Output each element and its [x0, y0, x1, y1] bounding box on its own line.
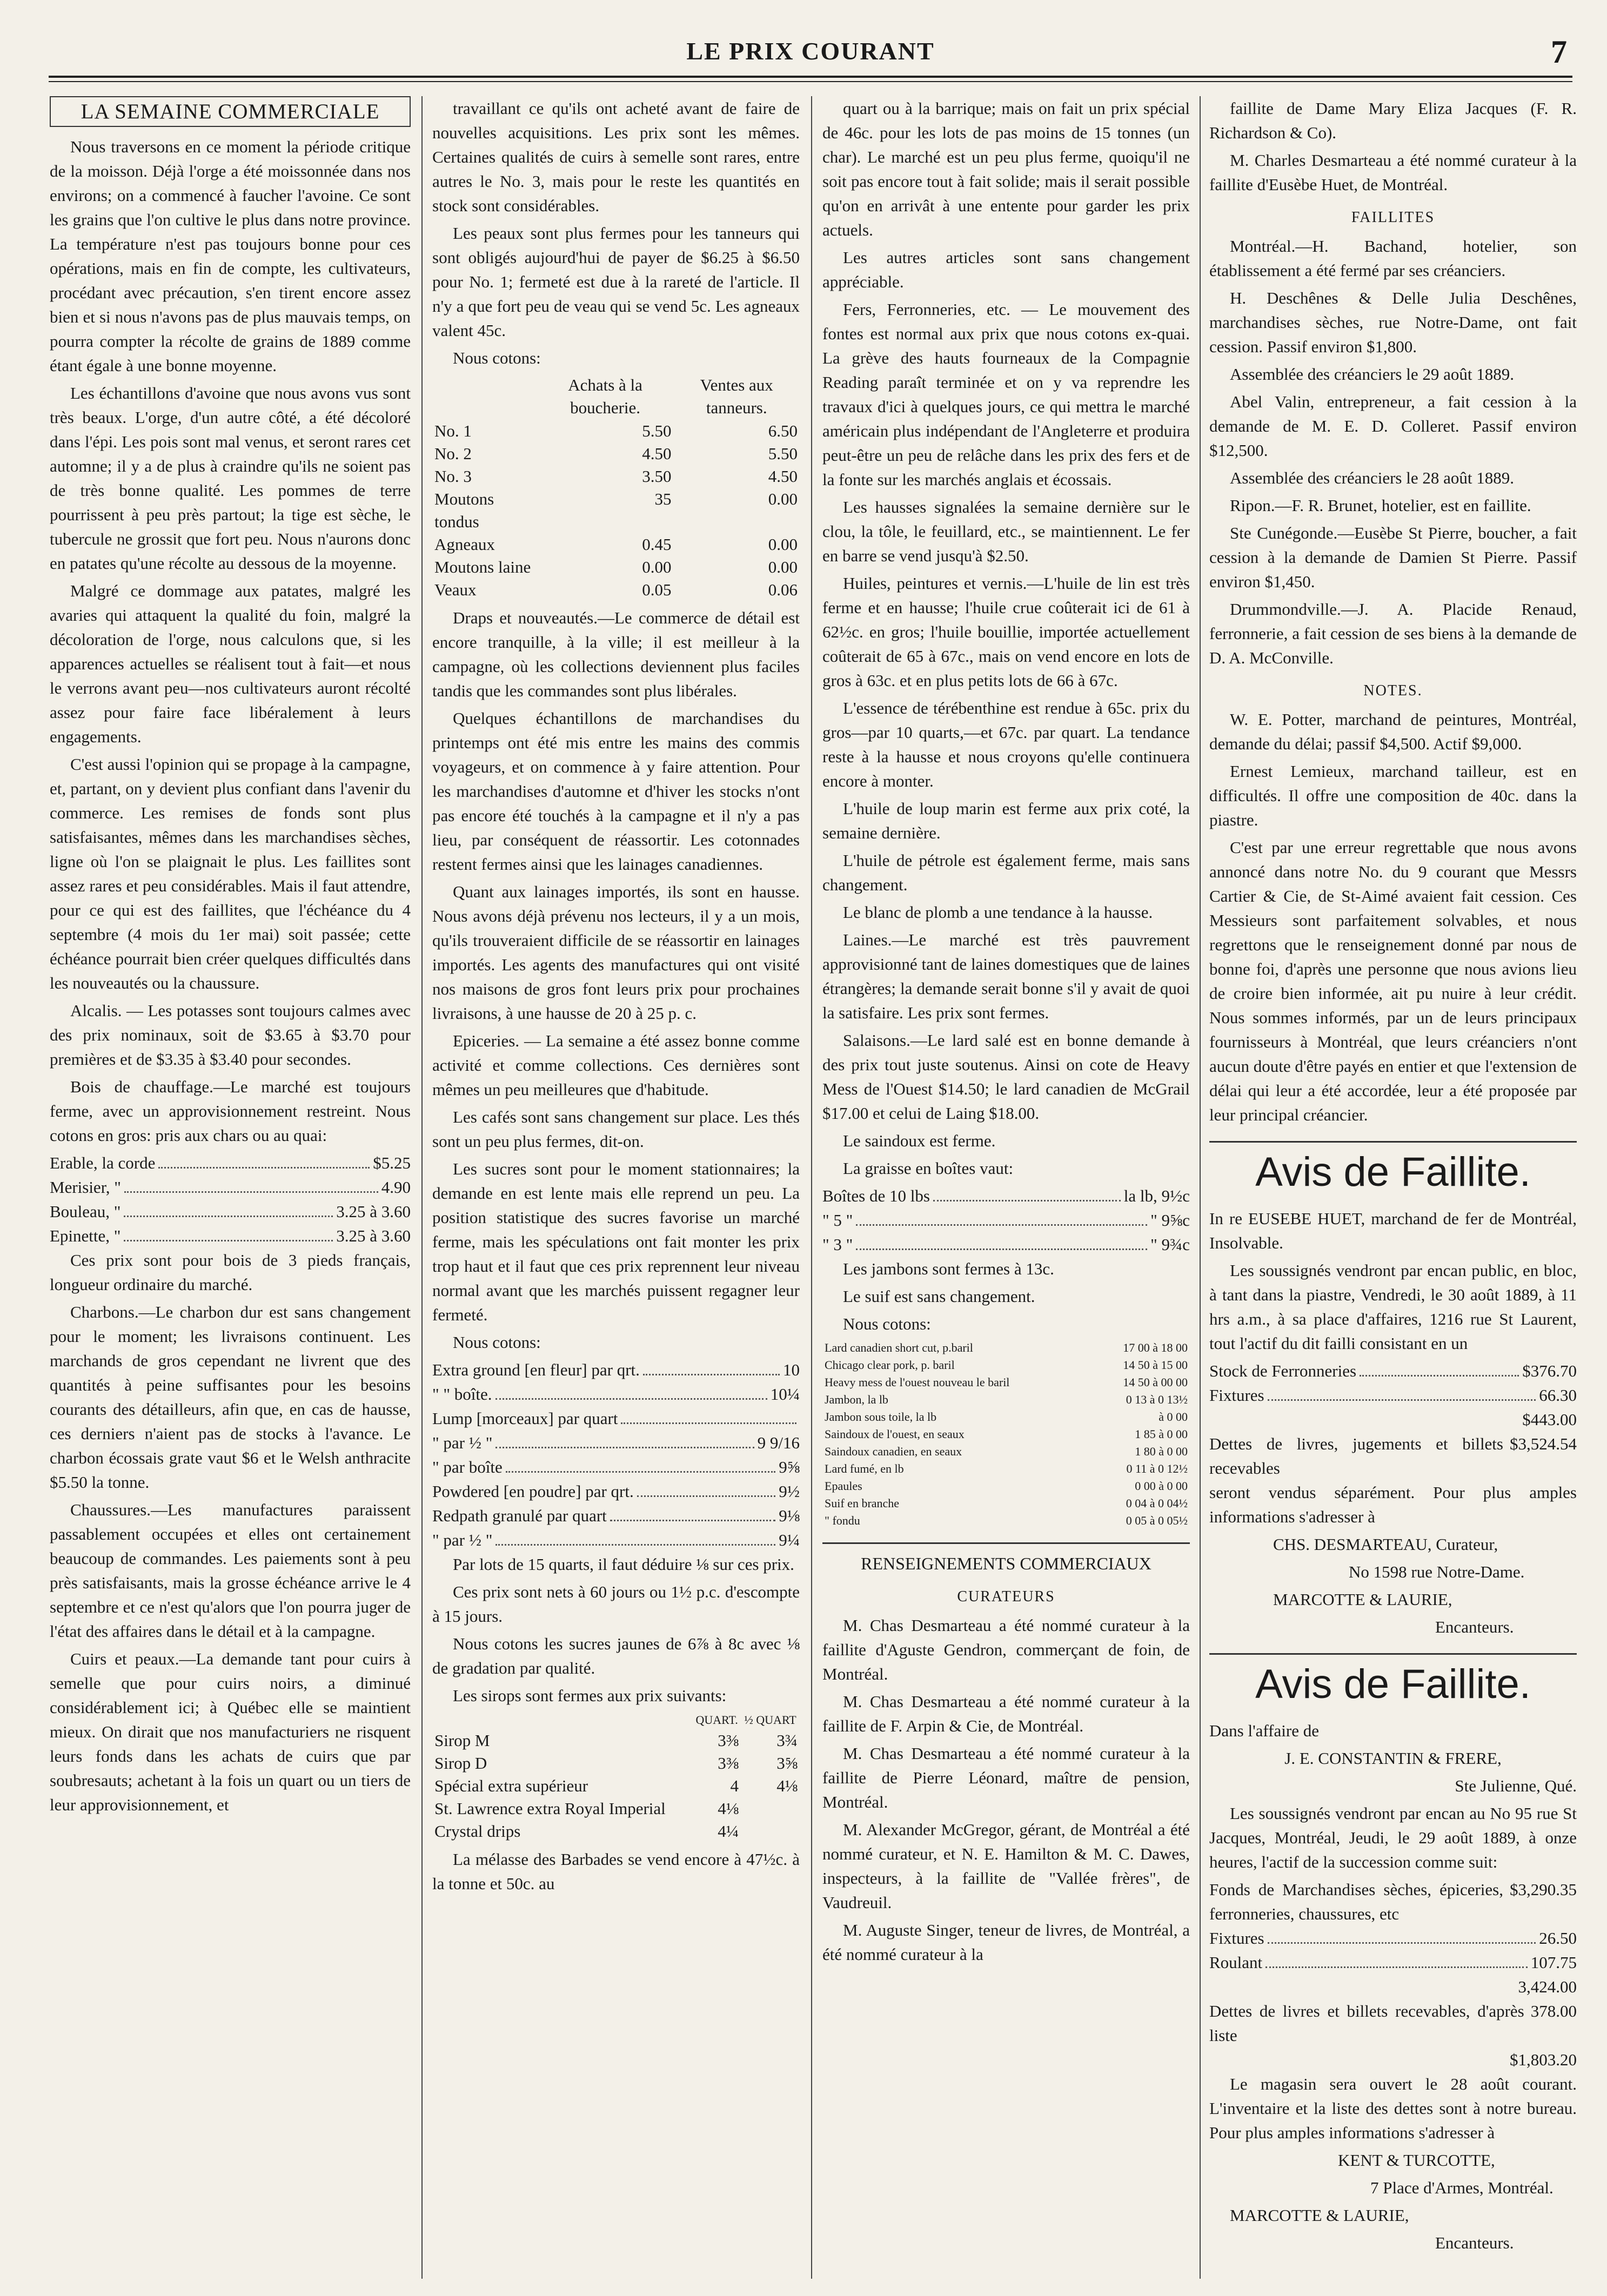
syrup-col2-header: ½ QUART: [744, 1713, 796, 1727]
pork-row-price: 17 00 à 18 00: [1123, 1341, 1188, 1354]
lard-price: [822, 1184, 1190, 1208]
paragraph: Draps et nouveautés.—Le commerce de détail est encore tranquille, à la ville; il est meilleur à la campagne, où les collections deviennent plus faciles tandis que les commandes sont plus libérales.: [432, 608, 800, 700]
avis-2-total: $1,803.20: [1510, 2050, 1577, 2069]
column-divider-2: [811, 96, 812, 2279]
pork-row: [822, 1443, 1190, 1460]
avis-1-item-price: 66.30: [1539, 1386, 1577, 1405]
col2-paragraphs: [432, 96, 800, 370]
avis-2-intro-2: J. E. CONSTANTIN & FRERE,: [1284, 1749, 1502, 1768]
syrup-row-a: 4⅛: [718, 1799, 739, 1818]
paragraph: Les hausses signalées la semaine dernière sur le clou, la tôle, le feuillard, etc., se maintiennent. Le fer en barre se vend jusqu'à $2.50.: [822, 498, 1190, 565]
hide-row-a: 0.45: [642, 535, 672, 554]
newspaper-title: LE PRIX COURANT: [686, 37, 935, 65]
paragraph: Le blanc de plomb a une tendance à la hausse.: [843, 903, 1153, 922]
sugar-price-price: 9¼: [779, 1530, 800, 1549]
hide-row: [432, 533, 800, 556]
hide-row-name: No. 3: [434, 467, 472, 486]
hide-row-b: 5.50: [768, 444, 798, 463]
wood-price-label: Merisier, ": [50, 1178, 121, 1197]
lard-price: [822, 1208, 1190, 1232]
col1-paragraphs: [50, 135, 411, 1147]
avis-faillite-1: [1209, 1141, 1577, 1639]
avis-2-body: Les soussignés vendront par encan au No 95 rue St Jacques, Montréal, Jeudi, le 29 août 1889, à onze heures, l'actif de la succession comme suit:: [1209, 1804, 1577, 1871]
paragraph: Les jambons sont fermes à 13c.: [843, 1259, 1054, 1278]
pork-row-name: Chicago clear pork, p. baril: [825, 1358, 955, 1372]
pork-table: [822, 1339, 1190, 1529]
pork-row-name: Lard canadien short cut, p.baril: [825, 1341, 973, 1354]
syrup-row-name: Sirop M: [434, 1731, 490, 1750]
avis-2-tail: Le magasin sera ouvert le 28 août courant. L'inventaire et la liste des dettes sont à notre bureau. Pour plus amples informations s'adresser à: [1209, 2075, 1577, 2142]
paragraph: Les sucres sont pour le moment stationnaires; la demande en est lente mais elle reprend un peu. La position statistique des sucres favorise un marché ferme, mais les spéculations ont fait monter les prix trop haut et il faut que ces prix reprennent leur niveau normal avant que les marchés puissent regagner leur fermeté.: [432, 1159, 800, 1324]
faillites-list: [1209, 234, 1577, 670]
hide-row: [432, 579, 800, 601]
paragraph: Fers, Ferronneries, etc. — Le mouvement des fontes est normal aux prix que nous cotons ex-quai. La grève des hauts fourneaux de la Compagnie Reading paraît terminée et on y va reprendre les travaux d'ici à quelques jours, ce qui mettra le marché américain plus indépendant de l'Angleterre et produira peut-être un peu de relâche dans les prix des fers et de la fonte sur les marchés anglais et écossais.: [822, 300, 1190, 489]
avis-2-sig-2: 7 Place d'Armes, Montréal.: [1370, 2178, 1554, 2197]
syrup-row-b: 4⅛: [776, 1776, 798, 1795]
faillite-notice: Ripon.—F. R. Brunet, hotelier, est en faillite.: [1230, 496, 1531, 515]
sugar-price-label: Powdered [en poudre] par qrt.: [432, 1482, 634, 1501]
avis-2-debts-amount: 378.00: [1530, 2002, 1577, 2020]
wood-price-label: Erable, la corde: [50, 1153, 156, 1172]
pork-row-price: 1 80 à 0 00: [1135, 1445, 1188, 1458]
paragraph: Bois de chauffage.—Le marché est toujours ferme, avec un approvisionnement restreint. Nous cotons en gros: pris aux chars ou au quai:: [50, 1077, 411, 1145]
sugar-price-price: 10¼: [770, 1385, 800, 1404]
avis-1-item: [1209, 1383, 1577, 1407]
pork-row-price: 1 85 à 0 00: [1135, 1427, 1188, 1441]
paragraph: Epiceries. — La semaine a été assez bonne comme activité et comme collections. Ces dernières sont mêmes un peu meilleures que d'habitude.: [432, 1031, 800, 1099]
note: Ernest Lemieux, marchand tailleur, est en difficultés. Il offre une composition de 40c. dans la piastre.: [1209, 762, 1577, 829]
pork-row: [822, 1391, 1190, 1408]
wood-price-price: $5.25: [373, 1153, 411, 1172]
syrup-row-b: [741, 1797, 800, 1820]
avis-2-item: [1209, 1926, 1577, 1950]
avis-2-intro-1: Dans l'affaire de: [1209, 1721, 1319, 1740]
pork-row-name: Epaules: [825, 1479, 862, 1493]
col3-paragraphs: [822, 96, 1190, 1180]
syrup-row-b: 3⅝: [776, 1754, 798, 1773]
pork-row-name: Lard fumé, en lb: [825, 1462, 904, 1475]
pork-row-price: 0 11 à 0 12½: [1126, 1462, 1188, 1475]
curateur-notice: M. Auguste Singer, teneur de livres, de Montréal, a été nommé curateur à la: [822, 1921, 1190, 1964]
avis-2-title: Avis de Faillite.: [1209, 1653, 1577, 1709]
sugar-price: [432, 1382, 800, 1406]
pork-row-name: Heavy mess de l'ouest nouveau le baril: [825, 1375, 1010, 1389]
sugar-price: [432, 1479, 800, 1503]
page-number: 7: [1551, 34, 1567, 70]
paragraph: Huiles, peintures et vernis.—L'huile de lin est très ferme et en hausse; l'huile crue coûterait ici de 61 à 62½c. en gros; l'huile bouillie, importée actuellement coûterait de 65 à 67c., mais on vend encore en lots de gros à 63c. et en plus petits lots de 66 à 67c.: [822, 574, 1190, 690]
avis-1-item-label: Fixtures: [1209, 1386, 1264, 1405]
pork-row-name: Jambon, la lb: [825, 1393, 888, 1406]
sugar-price-label: Redpath granulé par quart: [432, 1506, 607, 1525]
pork-row-name: Suif en branche: [825, 1496, 900, 1510]
hide-row-a: 4.50: [642, 444, 672, 463]
header-rule: [49, 76, 1572, 78]
hide-row-b: 0.00: [768, 489, 798, 508]
avis-1-debts-amount: $3,524.54: [1510, 1434, 1577, 1453]
curateurs-title: CURATEURS: [957, 1588, 1055, 1605]
col2-paragraphs-2: [432, 606, 800, 1354]
avis-2-item: [1209, 1877, 1577, 1926]
paragraph: Les échantillons d'avoine que nous avons vus sont très beaux. L'orge, d'un autre côté, a été décoloré dans l'épi. Les pois sont mal venus, et seront rares cet automne; il y a de plus à craindre qu'ils ne soient pas de très bonne qualité. Les pommes de terre pourrissent à peu près partout; la tige est sèche, le tubercule ne grossit que fort peu. Nous n'aurons donc en patates qu'une récolte au dessous de la moyenne.: [50, 384, 411, 573]
column-3: [822, 96, 1190, 2279]
paragraph: Nous traversons en ce moment la période critique de la moisson. Déjà l'orge a été moissonnée dans nos environs; on a commencé à faucher l'avoine. Ce sont les grains que l'on cultive le plus dans notre province. La température n'est pas toujours bonne pour ces opérations, mais en fin de compte, les cultivateurs, procédant avec précaution, s'en tirent encore assez bien et si nous n'avons pas de plus mauvais temps, on pourra compter la récolte de grains de 1889 comme étant égale à une bonne moyenne.: [50, 137, 411, 375]
curateurs-list: [822, 1613, 1190, 1966]
sugar-price: [432, 1406, 800, 1431]
syrup-row: [432, 1797, 800, 1820]
pork-row-name: Saindoux de l'ouest, en seaux: [825, 1427, 965, 1441]
wood-price-price: 3.25 à 3.60: [336, 1226, 411, 1245]
avis-1-item-price: $376.70: [1522, 1361, 1577, 1380]
wood-price: [50, 1151, 411, 1175]
paragraph: Quelques échantillons de marchandises du printemps ont été mis entre les mains des commis voyageurs, et on commence à y faire attention. Pour les marchandises d'automne et d'hiver les stocks n'ont pas encore été touchés à la campagne et il n'y a pas lieu, par conséquent de réassortir. Les cotonnades restent fermes ainsi que les lainages canadiennes.: [432, 709, 800, 874]
paragraph: L'essence de térébenthine est rendue à 65c. prix du gros—par 10 quarts,—et 67c. par quart. La tendance reste à la hausse et nous croyons qu'elle continuera encore à monter.: [822, 699, 1190, 790]
wood-price-label: Epinette, ": [50, 1226, 121, 1245]
hide-row-b: 0.00: [768, 558, 798, 576]
hide-row: [432, 556, 800, 579]
sugar-price-list: [432, 1358, 800, 1552]
sugar-price-price: 9⅛: [779, 1506, 800, 1525]
pork-row: [822, 1460, 1190, 1478]
notes-title: NOTES.: [1363, 682, 1423, 699]
hide-row-b: 0.00: [768, 535, 798, 554]
lard-price-label: " 5 ": [822, 1211, 853, 1230]
curateur-notice: M. Chas Desmarteau a été nommé curateur à la faillite de F. Arpin & Cie, de Montréal.: [822, 1692, 1190, 1735]
avis-2-item-price: $3,290.35: [1510, 1880, 1577, 1899]
lard-price-label: " 3 ": [822, 1235, 853, 1254]
avis-1-items: [1209, 1359, 1577, 1407]
paragraph: Nous cotons:: [453, 1333, 541, 1352]
col4-paragraphs: [1209, 96, 1577, 197]
syrup-row-b: 3¾: [776, 1731, 798, 1750]
sugar-price-label: Extra ground [en fleur] par qrt.: [432, 1360, 640, 1379]
hide-row-name: Moutons tondus: [434, 489, 494, 531]
avis-1-sig-1: CHS. DESMARTEAU, Curateur,: [1273, 1535, 1498, 1554]
column-4: [1209, 96, 1577, 2279]
wood-price: [50, 1224, 411, 1248]
col2-paragraphs-3: [432, 1552, 800, 1708]
syrup-row-name: Spécial extra supérieur: [434, 1776, 588, 1795]
pork-row: [822, 1478, 1190, 1495]
paragraph: L'huile de loup marin est ferme aux prix coté, la semaine dernière.: [822, 799, 1190, 842]
hide-row-a: 0.05: [642, 580, 672, 599]
paragraph: La graisse en boîtes vaut:: [843, 1159, 1014, 1178]
section-title-semaine: LA SEMAINE COMMERCIALE: [50, 96, 411, 127]
avis-2-subtotal: 3,424.00: [1518, 1977, 1577, 1996]
avis-1-item-label: Stock de Ferronneries: [1209, 1361, 1357, 1380]
pork-row-price: 0 05 à 0 05½: [1126, 1514, 1188, 1527]
avis-1-tail: seront vendus séparément. Pour plus amples informations s'adresser à: [1209, 1483, 1577, 1526]
note: C'est par une erreur regrettable que nous avons annoncé dans notre No. du 9 courant que Messrs Cartier & Cie, de St-Aimé avaient fait cession. Ces Messieurs sont parfaitement solvables, et nous regrettons que le renseignement donné par nous de bonne foi, d'après une personne que nous avions lieu de croire bien informée, ait pu nuire à leur crédit. Nous sommes informés, par un de leurs principaux fournisseurs à Montréal, que leurs créanciers n'ont aucun doute d'être payés en entier et que l'extension de délai qui leur a été accordée, leur a été proposée par leur principal créancier.: [1209, 838, 1577, 1124]
avis-1-total: $443.00: [1522, 1410, 1577, 1429]
wood-price-price: 4.90: [381, 1178, 411, 1197]
sugar-price: [432, 1358, 800, 1382]
paragraph: Malgré ce dommage aux patates, malgré les avaries qui attaquent la qualité du foin, malgré la décoloration de l'orge, nous calculons que, si les apparences actuelles se réalisent tout à fait—et nous le verrons avant peu—nos cultivateurs auront récolté assez pour faire face libéralement à leurs engagements.: [50, 581, 411, 746]
renseignements-title: RENSEIGNEMENTS COMMERCIAUX: [822, 1542, 1190, 1576]
paragraph: travaillant ce qu'ils ont acheté avant de faire de nouvelles acquisitions. Les prix sont les mêmes. Certaines qualités de cuirs à semelle sont rares, entre autres le No. 3, mais pour le reste les quantités en stock sont considérables.: [432, 99, 800, 215]
hide-row: [432, 442, 800, 465]
sugar-price-price: 9½: [779, 1482, 800, 1501]
pork-row-price: 0 00 à 0 00: [1135, 1479, 1188, 1493]
paragraph: L'huile de pétrole est également ferme, mais sans changement.: [822, 851, 1190, 894]
paragraph: Nous cotons:: [453, 348, 541, 367]
avis-1-intro: In re EUSEBE HUET, marchand de fer de Montréal, Insolvable.: [1209, 1209, 1577, 1252]
avis-faillite-2: [1209, 1653, 1577, 2255]
avis-2-items: [1209, 1877, 1577, 1975]
pork-row-name: Saindoux canadien, en seaux: [825, 1445, 962, 1458]
pork-row: [822, 1408, 1190, 1426]
avis-1-debts: [1209, 1432, 1577, 1480]
pork-row: [822, 1339, 1190, 1357]
sugar-price: [432, 1431, 800, 1455]
lard-price-list: [822, 1184, 1190, 1257]
pork-row-price: à 0 00: [1159, 1410, 1188, 1424]
avis-1-sig-2: No 1598 rue Notre-Dame.: [1349, 1562, 1525, 1581]
hide-row-b: 0.06: [768, 580, 798, 599]
hides-col2-header: Ventes aux tanneurs.: [700, 375, 773, 417]
syrup-row-a: 3⅜: [718, 1754, 739, 1773]
avis-1-body: Les soussignés vendront par encan public, en bloc, à tant dans la piastre, Vendredi, le 30 août 1889, à 11 hrs a.m., à sa place d'affaires, 1216 rue St Laurent, tout l'actif du dit failli consistant en un: [1209, 1261, 1577, 1353]
faillite-notice: Ste Cunégonde.—Eusèbe St Pierre, boucher, a fait cession à la demande de Damien St Pierre. Passif environ $1,450.: [1209, 523, 1577, 591]
paragraph: Par lots de 15 quarts, il faut déduire ⅛ sur ces prix.: [453, 1555, 794, 1574]
paragraph: Quant aux lainages importés, ils sont en hausse. Nous avons déjà prévenu nos lecteurs, il y a un mois, qu'ils trouveraient difficile de se réassortir en lainages importés. Les agents des manufactures qui ont visité nos maisons de gros font leurs prix pour prochaines livraisons, à une hausse de 20 à 25 p. c.: [432, 882, 800, 1023]
pork-row: [822, 1426, 1190, 1443]
faillite-notice: Abel Valin, entrepreneur, a fait cession à la demande de M. E. D. Colleret. Passif environ $12,500.: [1209, 392, 1577, 460]
avis-2-item-label: Roulant: [1209, 1953, 1263, 1972]
avis-1-sig-3: MARCOTTE & LAURIE,: [1273, 1590, 1452, 1609]
avis-1-sig-4: Encanteurs.: [1435, 1617, 1514, 1636]
pork-row-name: Jambon sous toile, la lb: [825, 1410, 937, 1424]
hides-table: [432, 373, 800, 601]
faillite-notice: Assemblée des créanciers le 29 août 1889.: [1230, 365, 1514, 384]
sugar-price-label: " par ½ ": [432, 1530, 493, 1549]
pork-row-price: 14 50 à 15 00: [1123, 1358, 1188, 1372]
col3-paragraphs-2: [822, 1257, 1190, 1336]
faillites-title: FAILLITES: [1351, 209, 1435, 226]
paragraph: Laines.—Le marché est très pauvrement approvisionné tant de laines domestiques que de laines étrangères; la demande serait bonne s'il y avait de quoi la satisfaire. Les prix sont fermes.: [822, 930, 1190, 1022]
hide-row-b: 4.50: [768, 467, 798, 486]
lard-price-price: " 9¾c: [1150, 1235, 1190, 1254]
sugar-price-price: 9⅝: [779, 1458, 800, 1476]
avis-2-sig-1: KENT & TURCOTTE,: [1338, 2151, 1495, 2170]
curateur-notice: M. Chas Desmarteau a été nommé curateur à la faillite de Pierre Léonard, maître de pension, Montréal.: [822, 1744, 1190, 1811]
paragraph: Les sirops sont fermes aux prix suivants:: [453, 1686, 727, 1705]
pork-row-name: " fondu: [825, 1514, 860, 1527]
column-divider-1: [421, 96, 423, 2279]
pork-row: [822, 1512, 1190, 1529]
paragraph: Le saindoux est ferme.: [843, 1131, 996, 1150]
paragraph: Les autres articles sont sans changement appréciable.: [822, 248, 1190, 291]
hide-row-name: Veaux: [434, 580, 477, 599]
wood-price-list: [50, 1151, 411, 1248]
faillite-notice: Drummondville.—J. A. Placide Renaud, ferronnerie, a fait cession de ses biens à la demande de D. A. McConville.: [1209, 600, 1577, 667]
curateur-notice: M. Alexander McGregor, gérant, de Montréal a été nommé curateur, et N. E. Hamilton & M. C. Dawes, inspecteurs, à la faillite de "Vallée frères", de Vaudreuil.: [822, 1820, 1190, 1912]
hide-row-a: 35: [654, 489, 672, 508]
hide-row-a: 5.50: [642, 421, 672, 440]
wood-price: [50, 1199, 411, 1224]
syrup-row-name: Sirop D: [434, 1754, 487, 1773]
paragraph: Charbons.—Le charbon dur est sans changement pour le moment; les livraisons continuent. Les marchands de gros cependant ne livrent que des quantités à peine suffisantes pour les besoins courants des détailleurs, afin que, en cas de hausse, ces derniers n'aient pas de stocks à l'avance. Le charbon écossais grate vaut $6 et le Welsh anthracite $5.50 la tonne.: [50, 1303, 411, 1492]
syrup-row: [432, 1775, 800, 1797]
wood-price: [50, 1175, 411, 1199]
sugar-price-label: " par boîte: [432, 1458, 503, 1476]
hide-row-b: 6.50: [768, 421, 798, 440]
avis-2-item-label: Fonds de Marchandises sèches, épiceries, ferronneries, chaussures, etc: [1209, 1880, 1503, 1923]
sugar-price-price: 10: [783, 1360, 800, 1379]
paragraph: La mélasse des Barbades se vend encore à 47½c. à la tonne et 50c. au: [432, 1850, 800, 1893]
paragraph: Nous cotons:: [843, 1314, 931, 1333]
paragraph: Chaussures.—Les manufactures paraissent passablement occupées et elles ont certainement beaucoup de commandes. Les paiements sont à peu près satisfaisants, mais la grosse échéance arrive le 4 septembre et ce n'est qu'alors que l'on pourra juger de l'état des affaires dans le détail et à la campagne.: [50, 1500, 411, 1641]
paragraph: Alcalis. — Les potasses sont toujours calmes avec des prix nominaux, soit de $3.65 à $3.70 pour premières et de $3.35 à $3.40 pour secondes.: [50, 1001, 411, 1069]
column-2: [432, 96, 800, 2279]
syrup-row: [432, 1729, 800, 1752]
pork-row: [822, 1357, 1190, 1374]
lard-price-price: " 9⅝c: [1150, 1211, 1190, 1230]
pork-row: [822, 1374, 1190, 1391]
faillite-notice: H. Deschênes & Delle Julia Deschênes, marchandises sèches, rue Notre-Dame, ont fait cession. Passif environ $1,800.: [1209, 288, 1577, 356]
avis-2-debts: [1209, 1999, 1577, 2047]
pork-row-price: 0 04 à 0 04½: [1126, 1496, 1188, 1510]
hide-row-name: No. 1: [434, 421, 472, 440]
lard-price: [822, 1232, 1190, 1257]
lard-price-label: Boîtes de 10 lbs: [822, 1186, 930, 1205]
sugar-price: [432, 1528, 800, 1552]
column-divider-3: [1200, 96, 1201, 2279]
faillite-notice: Assemblée des créanciers le 28 août 1889.: [1230, 468, 1514, 487]
faillite-notice: Montréal.—H. Bachand, hotelier, son établissement a été fermé par ses créanciers.: [1209, 237, 1577, 280]
header-rule-thin: [49, 81, 1572, 82]
col2-paragraphs-4: [432, 1847, 800, 1896]
hide-row-name: Moutons laine: [434, 558, 531, 576]
avis-2-item-price: 107.75: [1530, 1953, 1577, 1972]
avis-1-title: Avis de Faillite.: [1209, 1141, 1577, 1197]
page-header: [49, 33, 1572, 72]
sugar-price: [432, 1455, 800, 1479]
paragraph: Le suif est sans changement.: [843, 1287, 1035, 1306]
syrup-row-a: 3⅜: [718, 1731, 739, 1750]
paragraph: Salaisons.—Le lard salé est en bonne demande à des prix tout juste soutenus. Ainsi on cote de Heavy Mess de l'Ouest $14.50; le lard canadien de McGrail $17.00 et celui de Laing $18.00.: [822, 1031, 1190, 1123]
notes-list: [1209, 707, 1577, 1127]
note: W. E. Potter, marchand de peintures, Montréal, demande du délai; passif $4,500. Actif $9,000.: [1209, 710, 1577, 753]
avis-2-sig-4: Encanteurs.: [1435, 2233, 1514, 2252]
paragraph: Ces prix sont nets à 60 jours ou 1½ p.c. d'escompte à 15 jours.: [432, 1582, 800, 1626]
avis-2-item: [1209, 1950, 1577, 1975]
hide-row: [432, 420, 800, 442]
lard-price-price: la lb, 9½c: [1123, 1186, 1190, 1205]
paragraph: Les cafés sont sans changement sur place. Les thés sont un peu plus fermes, dit-on.: [432, 1107, 800, 1151]
syrup-col1-header: QUART.: [695, 1713, 738, 1727]
sugar-price-label: " par ½ ": [432, 1433, 493, 1452]
sugar-price: [432, 1503, 800, 1528]
hide-row-name: Agneaux: [434, 535, 495, 554]
syrup-row-a: 4¼: [718, 1822, 739, 1841]
paragraph: Cuirs et peaux.—La demande tant pour cuirs à semelle que pour cuirs noirs, a diminué considérablement ici; à Québec elle se maintient mieux. On dirait que nos manufacturiers ne risquent leurs fonds dans les achats de cuirs que par soubresauts; achetant à la fois un quart ou un tiers de leur approvisionnement, et: [50, 1649, 411, 1814]
sugar-price-price: 9 9/16: [757, 1433, 800, 1452]
hide-row: [432, 488, 800, 533]
syrup-row: [432, 1820, 800, 1843]
syrup-table: [432, 1711, 800, 1843]
avis-2-item-label: Fixtures: [1209, 1929, 1264, 1948]
paragraph: faillite de Dame Mary Eliza Jacques (F. R. Richardson & Co).: [1209, 99, 1577, 142]
paragraph: M. Charles Desmarteau a été nommé curateur à la faillite d'Eusèbe Huet, de Montréal.: [1209, 151, 1577, 194]
pork-row-price: 14 50 à 00 00: [1123, 1375, 1188, 1389]
pork-row-price: 0 13 à 0 13½: [1126, 1393, 1188, 1406]
syrup-row-b: [741, 1820, 800, 1843]
sugar-price-label: Lump [morceaux] par quart: [432, 1409, 618, 1428]
hide-row: [432, 465, 800, 488]
avis-1-item: [1209, 1359, 1577, 1383]
paragraph: C'est aussi l'opinion qui se propage à la campagne, et, partant, on y devient plus confiant dans l'avenir du commerce. Les remises de fonds sont plus satisfaisantes, mêmes dans les marchandises sèches, ligne où l'on se plaignait le plus. Les faillites sont assez rares et peu considérables. Mais il faut attendre, pour ce qui est des faillites, que l'échéance du 4 septembre (4 mois du 1er mai) soit passée; cette échéance pourrait bien créer quelques difficultés dans les nouveautés ou la chaussure.: [50, 755, 411, 992]
syrup-row-name: St. Lawrence extra Royal Imperial: [434, 1799, 666, 1818]
avis-2-sig-3: MARCOTTE & LAURIE,: [1230, 2206, 1409, 2225]
wood-price-price: 3.25 à 3.60: [336, 1202, 411, 1221]
curateur-notice: M. Chas Desmarteau a été nommé curateur à la faillite d'Aguste Gendron, commerçant de foin, de Montréal.: [822, 1616, 1190, 1683]
hide-row-a: 3.50: [642, 467, 672, 486]
hide-row-name: No. 2: [434, 444, 472, 463]
paragraph: quart ou à la barrique; mais on fait un prix spécial de 46c. pour les lots de pas moins de 15 tonnes (un char). Le marché est un peu plus ferme, quoiqu'il ne soit pas encore tout à fait solide; mais il serait possible qu'on en arrivât à une entente pour garder les prix actuels.: [822, 99, 1190, 239]
column-1: [50, 96, 411, 2279]
syrup-row: [432, 1752, 800, 1775]
avis-2-debts-label: Dettes de livres et billets recevables, d'après liste: [1209, 2002, 1524, 2045]
col1-paragraphs-2: [50, 1248, 411, 1817]
pork-row: [822, 1495, 1190, 1512]
syrup-row-name: Crystal drips: [434, 1822, 521, 1841]
avis-2-intro-3: Ste Julienne, Qué.: [1455, 1776, 1577, 1795]
avis-2-item-price: 26.50: [1539, 1929, 1577, 1948]
paragraph: Les peaux sont plus fermes pour les tanneurs qui sont obligés aujourd'hui de payer de $6.25 à $6.50 pour No. 1; fermeté est due à la rareté de l'article. Il n'y a que fort peu de veau qui se vend 5c. Les agneaux valent 45c.: [432, 224, 800, 340]
hides-col1-header: Achats à la boucherie.: [568, 375, 642, 417]
avis-1-debts-label: Dettes de livres, jugements et billets recevables: [1209, 1434, 1503, 1478]
syrup-row-a: 4: [730, 1776, 739, 1795]
hide-row-a: 0.00: [642, 558, 672, 576]
sugar-price-label: " " boîte.: [432, 1385, 492, 1404]
wood-price-label: Bouleau, ": [50, 1202, 121, 1221]
paragraph: Nous cotons les sucres jaunes de 6⅞ à 8c avec ⅛ de gradation par qualité.: [432, 1634, 800, 1677]
paragraph: Ces prix sont pour bois de 3 pieds français, longueur ordinaire du marché.: [50, 1251, 411, 1294]
